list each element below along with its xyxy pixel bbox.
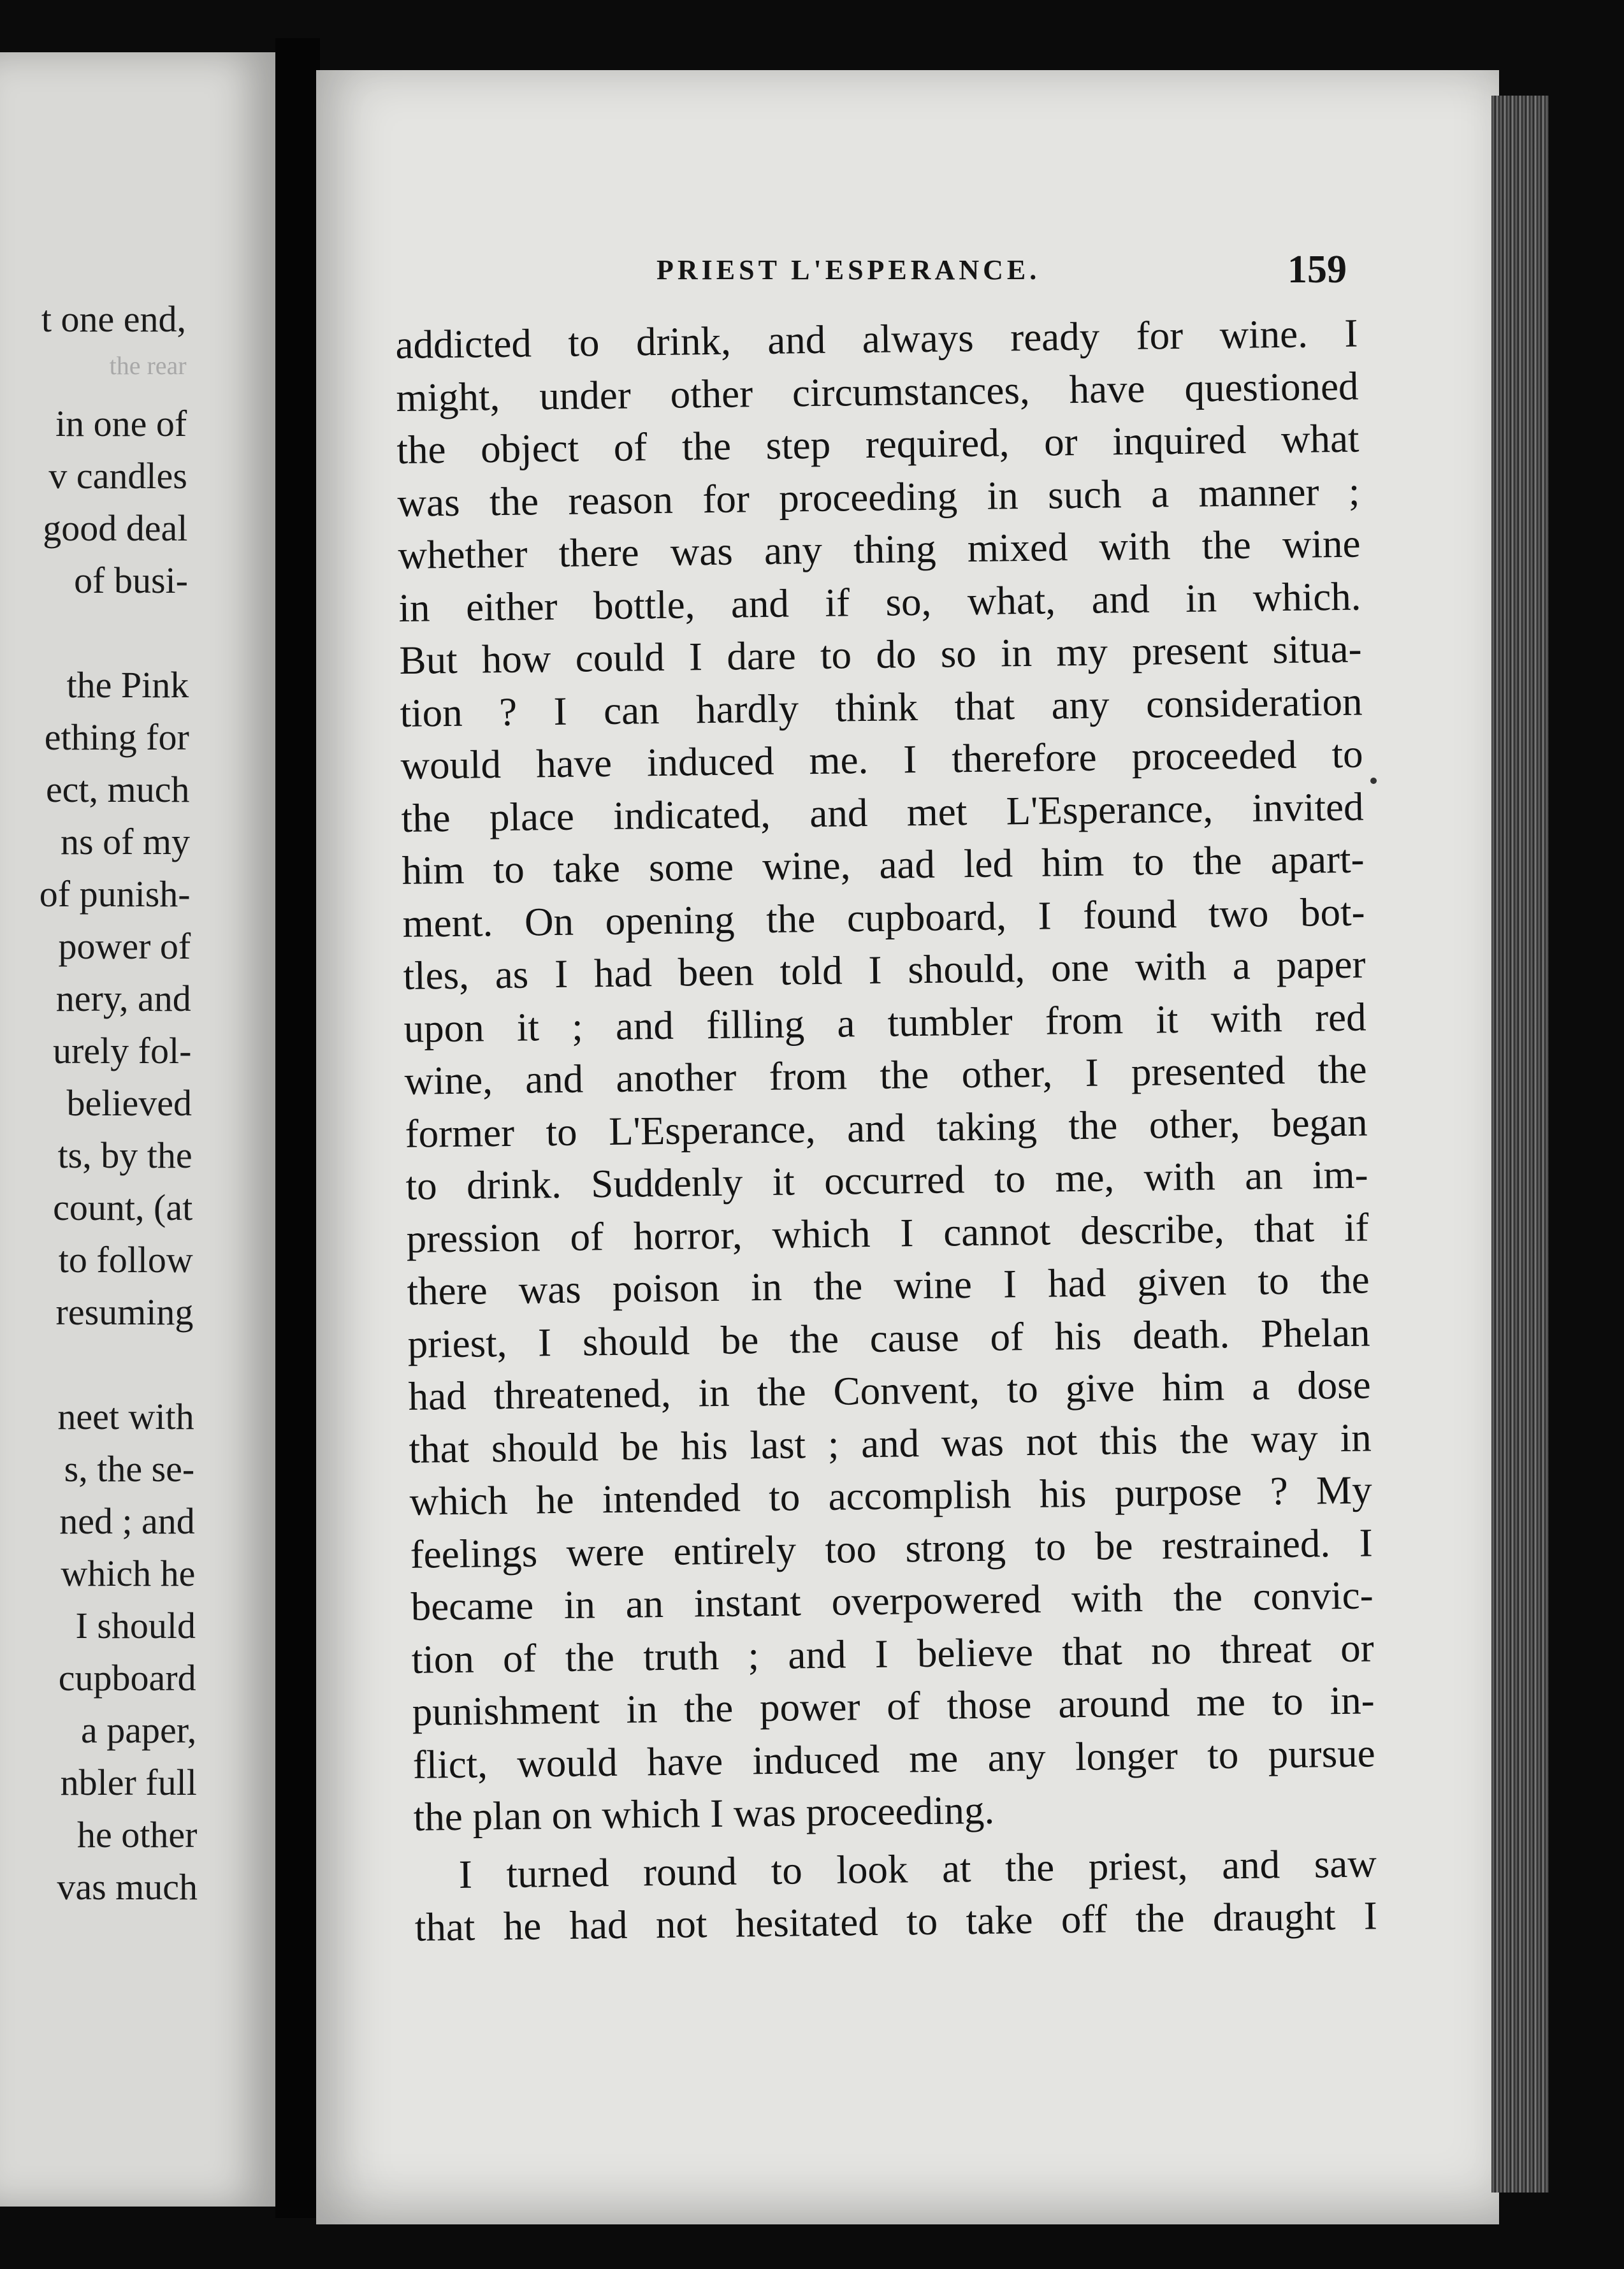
left-page-line: t one end, <box>41 298 186 340</box>
margin-speck <box>1370 778 1377 784</box>
left-page <box>0 52 275 2207</box>
left-page-line: ned ; and <box>59 1500 195 1542</box>
left-page-line: of punish- <box>39 873 191 915</box>
text-line: upon it ; and filling a tumbler from it with red <box>403 994 1367 1051</box>
left-page-line: good deal <box>43 507 188 549</box>
running-head: PRIEST L'ESPERANCE. <box>656 254 1041 286</box>
paragraph-1 <box>395 307 1376 1844</box>
left-page-line: I should <box>75 1605 196 1646</box>
left-page-line: vas much <box>57 1866 198 1908</box>
text-line: tion of the truth ; and I believe that no threat or <box>411 1625 1375 1682</box>
left-page-line: ns of my <box>61 821 190 862</box>
text-line: punishment in the power of those around me to in- <box>412 1678 1375 1734</box>
text-line: would have induced me. I therefore proceeded to <box>400 731 1363 788</box>
text-line: pression of horror, which I cannot describe, that if <box>406 1204 1369 1261</box>
text-line: to drink. Suddenly it occurred to me, with an im- <box>405 1152 1368 1208</box>
left-page-line: urely fol- <box>52 1030 192 1071</box>
left-page-line: he other <box>76 1814 198 1855</box>
text-line: had threatened, in the Convent, to give him a dose <box>408 1362 1371 1419</box>
text-line: there was poison in the wine I had given to the <box>407 1257 1370 1314</box>
text-line: I turned round to look at the priest, and saw <box>458 1840 1377 1897</box>
text-line: that should be his last ; and was not this the way in <box>409 1414 1372 1472</box>
left-page-line: the rear <box>109 351 187 380</box>
text-line: was the reason for proceeding in such a manner ; <box>397 468 1360 525</box>
left-page-line: believed <box>66 1082 192 1124</box>
left-page-line: v candles <box>48 455 187 497</box>
left-page-line: to follow <box>58 1239 193 1280</box>
left-page-line: ething for <box>44 716 189 758</box>
text-line: him to take some wine, aad led him to the apart- <box>402 836 1365 893</box>
left-page-line: of busi- <box>74 560 188 601</box>
left-page-line: ts, by the <box>57 1134 192 1176</box>
left-page-line: nbler full <box>60 1762 197 1803</box>
left-page-line: the Pink <box>66 664 189 706</box>
text-line: tles, as I had been told I should, one with a paper <box>403 941 1366 998</box>
left-page-line: power of <box>58 925 191 967</box>
text-line: addicted to drink, and always ready for wine. I <box>395 310 1358 367</box>
text-line: ment. On opening the cupboard, I found two bot- <box>402 888 1365 946</box>
left-page-line: neet with <box>57 1396 194 1437</box>
left-page-line: which he <box>61 1553 196 1594</box>
book-gutter <box>275 38 320 2218</box>
paragraph-2 <box>414 1837 1377 1954</box>
text-line: the place indicated, and met L'Esperance, invited <box>401 783 1364 841</box>
text-line: which he intended to accomplish his purpose ? My <box>409 1467 1372 1524</box>
left-page-line: in one of <box>55 403 187 444</box>
page-edges <box>1491 96 1549 2193</box>
text-line: in either bottle, and if so, what, and in which. <box>398 574 1361 630</box>
left-page-line: s, the se- <box>64 1448 195 1490</box>
text-line: But how could I dare to do so in my present situa- <box>399 626 1362 683</box>
text-line: tion ? I can hardly think that any consideration <box>400 679 1363 736</box>
left-page-line: cupboard <box>58 1657 196 1699</box>
text-line: priest, I should be the cause of his death. Phelan <box>407 1309 1370 1366</box>
left-page-line: resuming <box>55 1291 194 1333</box>
text-line: feelings were entirely too strong to be restrained. I <box>410 1519 1373 1577</box>
text-line: that he had not hesitated to take off the draught I <box>414 1893 1378 1950</box>
body-text <box>395 307 1377 1954</box>
text-line: wine, and another from the other, I presented the <box>404 1047 1367 1103</box>
text-line: the object of the step required, or inquired what <box>396 416 1359 472</box>
text-line: the plan on which I was proceeding. <box>413 1787 995 1839</box>
page-number: 159 <box>1287 248 1347 291</box>
text-line: might, under other circumstances, have questioned <box>396 363 1359 420</box>
left-page-line: count, (at <box>53 1187 193 1228</box>
left-page-line: ect, much <box>45 769 190 810</box>
text-line: former to L'Esperance, and taking the other, began <box>405 1099 1368 1156</box>
left-page-line: a paper, <box>80 1709 197 1751</box>
text-line: became in an instant overpowered with the convic- <box>410 1572 1374 1629</box>
left-page-line: nery, and <box>55 978 191 1019</box>
text-line: flict, would have induced me any longer to pursue <box>412 1730 1376 1787</box>
text-line: whether there was any thing mixed with the wine <box>398 521 1361 577</box>
